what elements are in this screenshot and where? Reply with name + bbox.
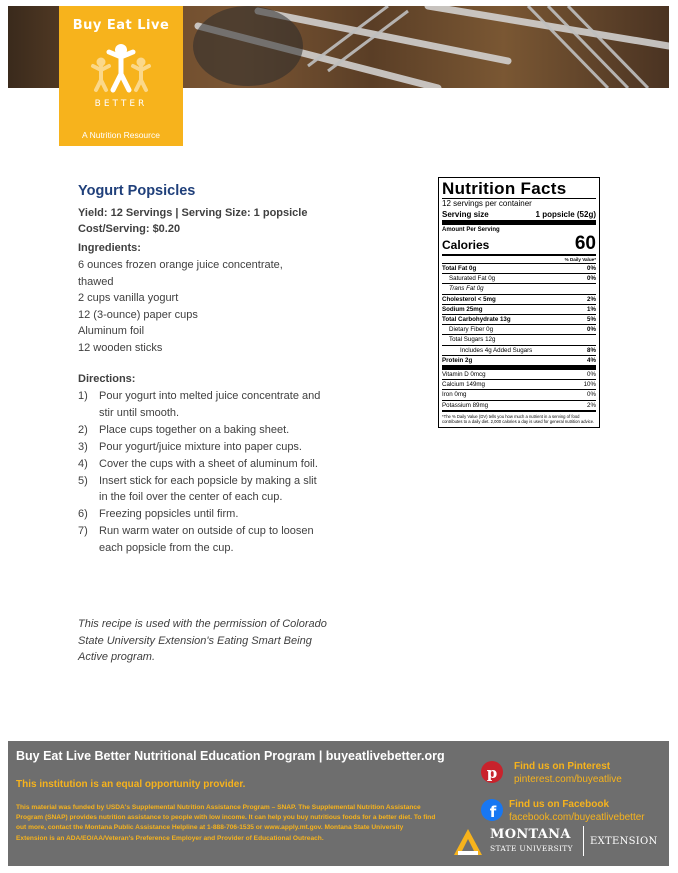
micronutrient-label: Potassium 89mg bbox=[442, 401, 489, 409]
facebook-label: Find us on Facebook bbox=[509, 799, 610, 810]
directions-list bbox=[78, 388, 328, 557]
nutrition-facts-label bbox=[438, 177, 600, 428]
nutrient-row bbox=[442, 304, 596, 314]
micronutrient-dv: 2% bbox=[587, 401, 596, 409]
step-text: Insert stick for each popsicle by making a slit in the foil over the center of each cup. bbox=[99, 474, 317, 503]
facebook-link[interactable]: facebook.com/buyeatlivebetter bbox=[509, 812, 645, 823]
direction-step bbox=[78, 439, 328, 456]
micronutrient-row bbox=[442, 379, 596, 389]
pinterest-link[interactable]: pinterest.com/buyeatlive bbox=[514, 774, 622, 785]
micronutrient-row bbox=[442, 370, 596, 379]
calories-value: 60 bbox=[574, 233, 596, 254]
nutrient-row bbox=[442, 355, 596, 365]
recipe-title: Yogurt Popsicles bbox=[78, 183, 196, 199]
nutrient-label: Sodium 25mg bbox=[442, 305, 483, 313]
nutrient-row bbox=[442, 314, 596, 324]
micronutrient-dv: 0% bbox=[587, 391, 596, 399]
nutrition-facts-title: Nutrition Facts bbox=[442, 179, 567, 198]
nutrient-row bbox=[442, 324, 596, 334]
calories-row bbox=[442, 234, 596, 254]
step-number: 2) bbox=[78, 423, 88, 436]
nutrient-label: Cholesterol < 5mg bbox=[442, 295, 496, 303]
micronutrient-dv: 10% bbox=[583, 381, 596, 389]
snap-funding-statement: This material was funded by USDA's Supplemental Nutrition Assistance Program – SNAP. The Supplemental Nutrition Assistance Program (SNAP) provides nutrition assistance to people with low income. It can help you buy nutritious foods for a better diet. To find out more, contact the Montana Public Assistance Helpline at 1-888-706-1535 or www.apply.mt.gov. Montana State University Extension is an ADA/EO/AA/Veteran's Preference Employer and Provider of Educational Outreach. bbox=[16, 804, 436, 842]
svg-text:p: p bbox=[486, 764, 498, 782]
step-text: Place cups together on a baking sheet. bbox=[99, 423, 290, 436]
step-number: 7) bbox=[78, 525, 88, 537]
micronutrient-label: Vitamin D 0mcg bbox=[442, 371, 486, 379]
pinterest-icon[interactable] bbox=[481, 761, 503, 783]
serving-size-value: 1 popsicle (52g) bbox=[535, 210, 596, 219]
micronutrient-dv: 0% bbox=[587, 371, 596, 379]
nutrient-row bbox=[442, 273, 596, 283]
calories-label: Calories bbox=[442, 238, 490, 252]
nutrient-dv: 0% bbox=[587, 265, 596, 272]
daily-value-footnote: *The % Daily Value (DV) tells you how much a nutrient in a serving of food contributes to a daily diet. 2,000 calories a day is used for general nutrition advice. bbox=[442, 410, 596, 424]
ingredients-heading: Ingredients: bbox=[78, 242, 141, 254]
ingredient-item: 12 (3-ounce) paper cups bbox=[78, 308, 198, 321]
nutrient-dv: 2% bbox=[587, 295, 596, 303]
daily-value-header: % Daily Value* bbox=[442, 254, 596, 263]
svg-text:f: f bbox=[489, 803, 497, 821]
step-number: 5) bbox=[78, 474, 88, 487]
nutrient-label: Dietary Fiber 0g bbox=[449, 326, 494, 334]
msu-divider bbox=[583, 826, 584, 856]
step-number: 6) bbox=[78, 508, 88, 520]
step-text: Cover the cups with a sheet of aluminum foil. bbox=[99, 457, 318, 470]
nutrient-dv: 0% bbox=[587, 326, 596, 334]
direction-step bbox=[78, 422, 328, 439]
buy-eat-live-better-logo bbox=[59, 6, 183, 146]
nutrient-row bbox=[442, 294, 596, 304]
nutrient-dv: 8% bbox=[587, 346, 596, 354]
recipe-cost: Cost/Serving: $0.20 bbox=[78, 223, 181, 235]
micronutrient-label: Calcium 149mg bbox=[442, 381, 485, 389]
nutrient-row bbox=[442, 345, 596, 355]
msu-university: STATE UNIVERSITY bbox=[490, 844, 573, 853]
equal-opportunity-statement: This institution is an equal opportunity provider. bbox=[16, 779, 246, 790]
nutrient-label: Saturated Fat 0g bbox=[449, 275, 496, 283]
nutrient-dv: 4% bbox=[587, 356, 596, 364]
step-number: 1) bbox=[78, 390, 88, 402]
step-text: Run warm water on outside of cup to loosen each popsicle from the cup. bbox=[99, 525, 314, 554]
step-text: Pour yogurt/juice mixture into paper cups. bbox=[99, 440, 302, 453]
permission-note: This recipe is used with the permission of Colorado State University Extension's Eating Smart Being Active program. bbox=[78, 618, 327, 663]
logo-tagline: A Nutrition Resource bbox=[82, 130, 160, 140]
ingredient-item: Aluminum foil bbox=[78, 325, 145, 337]
ingredients-list bbox=[78, 257, 313, 356]
step-text: Pour yogurt into melted juice concentrate and stir until smooth. bbox=[99, 390, 321, 419]
msu-name: MONTANA bbox=[490, 827, 571, 842]
logo-better: BETTER bbox=[94, 99, 148, 109]
footer-headline: Buy Eat Live Better Nutritional Education Program | buyeatlivebetter.org bbox=[16, 749, 445, 763]
ingredient-item: 2 cups vanilla yogurt bbox=[78, 292, 179, 304]
micronutrient-row bbox=[442, 400, 596, 410]
nutrient-dv: 5% bbox=[587, 316, 596, 324]
msu-mountain-icon bbox=[452, 825, 484, 857]
step-number: 4) bbox=[78, 457, 88, 470]
nutrient-dv: 1% bbox=[587, 305, 596, 313]
direction-step bbox=[78, 456, 328, 473]
nutrient-dv: 0% bbox=[587, 275, 596, 283]
ingredient-item: 12 wooden sticks bbox=[78, 341, 163, 354]
recipe-yield: Yield: 12 Servings | Serving Size: 1 popsicle bbox=[78, 207, 308, 219]
step-text: Freezing popsicles until firm. bbox=[99, 508, 239, 520]
step-number: 3) bbox=[78, 440, 88, 453]
direction-step bbox=[78, 523, 328, 556]
nutrient-label: Total Sugars 12g bbox=[449, 336, 496, 344]
nutrient-label: Trans Fat 0g bbox=[449, 285, 484, 293]
nutrient-row bbox=[442, 263, 596, 273]
servings-per-container: 12 servings per container bbox=[442, 198, 596, 209]
ingredient-item: 6 ounces frozen orange juice concentrate, thawed bbox=[78, 259, 283, 288]
nutrient-row bbox=[442, 334, 596, 344]
directions-heading: Directions: bbox=[78, 373, 136, 385]
direction-step bbox=[78, 473, 328, 506]
micronutrient-label: Iron 0mg bbox=[442, 391, 467, 399]
nutrient-label: Protein 2g bbox=[442, 356, 473, 364]
msu-extension: EXTENSION bbox=[590, 836, 658, 847]
serving-size-row bbox=[442, 209, 596, 220]
people-icon bbox=[89, 40, 153, 96]
footer-banner bbox=[8, 741, 669, 866]
logo-title: Buy Eat Live bbox=[72, 18, 170, 33]
nutrient-label: Total Fat 0g bbox=[442, 265, 477, 272]
nutrient-label: Total Carbohydrate 13g bbox=[442, 316, 511, 324]
amount-per-serving: Amount Per Serving bbox=[442, 227, 500, 233]
serving-size-label: Serving size bbox=[442, 210, 489, 219]
nutrient-label: Includes 4g Added Sugars bbox=[460, 346, 533, 354]
pinterest-label: Find us on Pinterest bbox=[514, 761, 611, 772]
nutrient-row bbox=[442, 283, 596, 293]
micronutrient-row bbox=[442, 389, 596, 399]
facebook-icon[interactable] bbox=[481, 799, 503, 821]
direction-step bbox=[78, 506, 328, 523]
direction-step bbox=[78, 388, 328, 421]
